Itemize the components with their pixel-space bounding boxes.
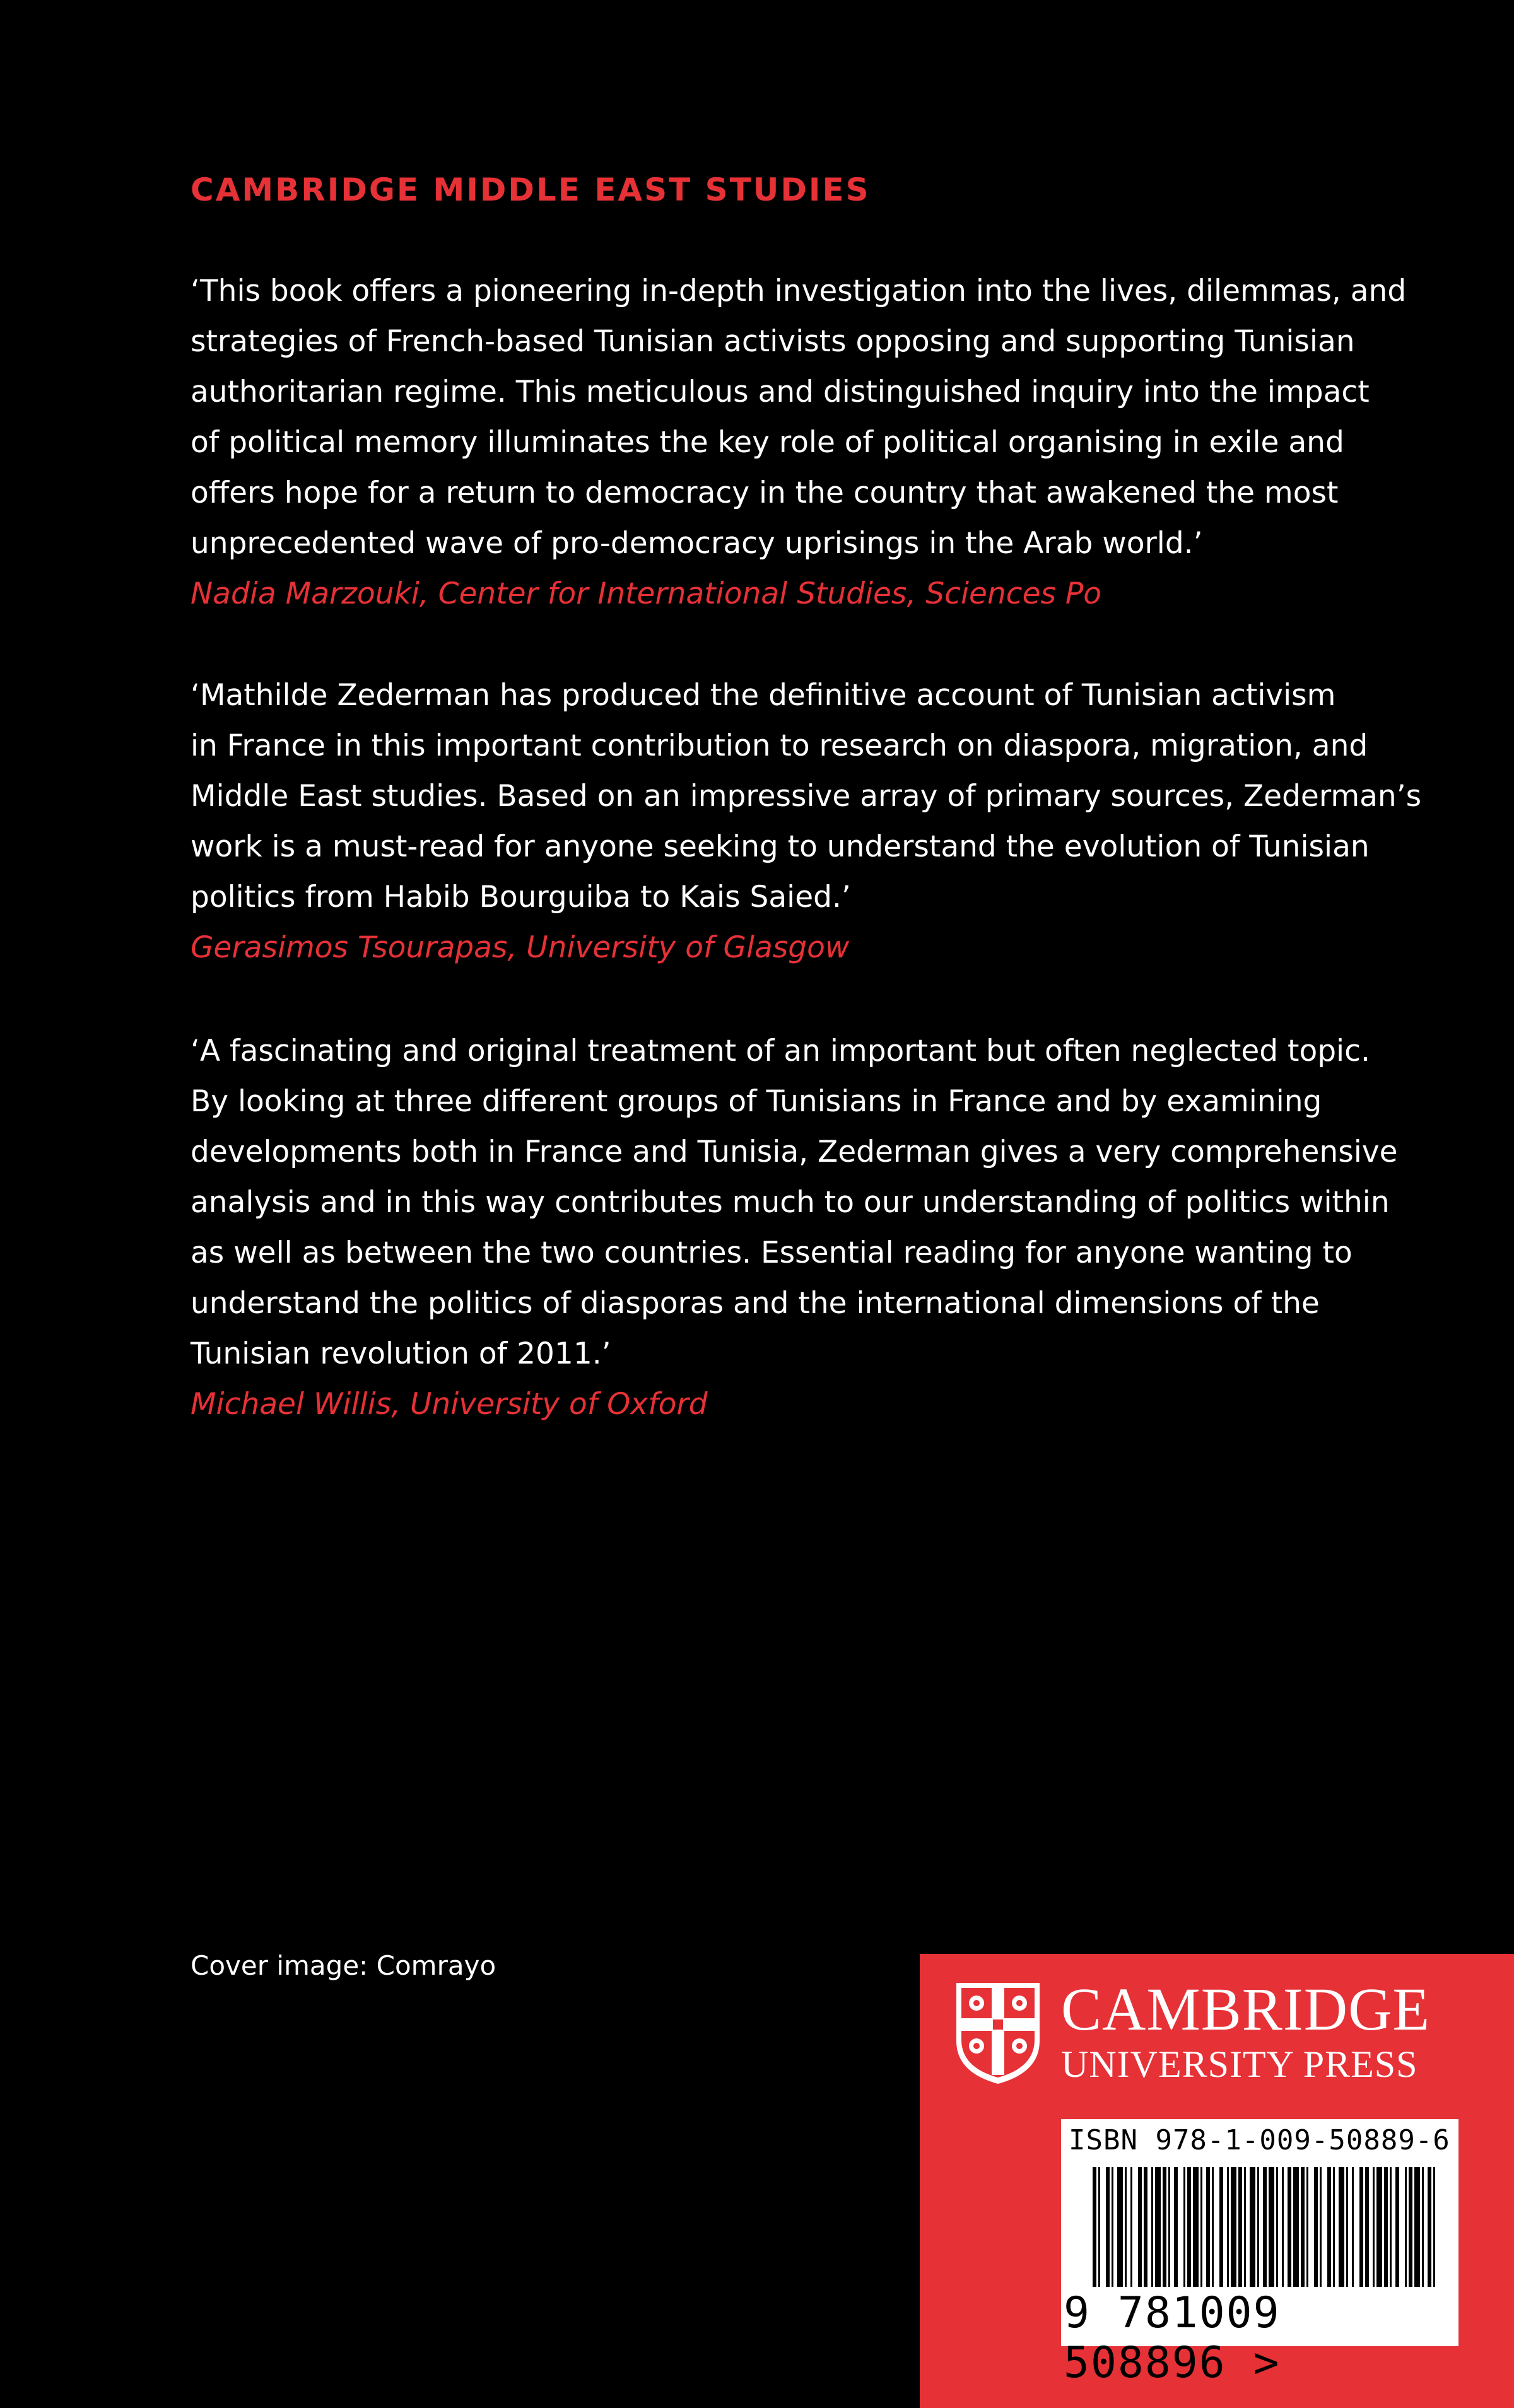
barcode-bar <box>1138 2167 1142 2287</box>
barcode-bar <box>1384 2167 1388 2287</box>
barcode-bar <box>1376 2167 1382 2287</box>
barcode-bar <box>1365 2167 1369 2287</box>
publisher-name <box>1061 1975 1431 2085</box>
barcode-bar <box>1269 2167 1274 2287</box>
barcode-bar <box>1117 2167 1123 2287</box>
barcode-bar <box>1282 2167 1284 2287</box>
endorsement-quote: ‘A fascinating and original treatment of an important but often neglected topic. By looking at three different groups of Tunisians in France and by examining developments both in France and Tunisia, Zederman gives a very comprehensive analysis and in this way contributes much to our understanding of politics within as well as between the two countries. Essential reading for anyone wanting to understand the politics of diasporas and the international dimensions of the Tunisian revolution of 2011.’ <box>191 1034 1398 1371</box>
barcode-bar <box>1333 2167 1335 2287</box>
barcode-digits: 9 781009 508896 > <box>1064 2288 1281 2388</box>
cambridge-crest-icon <box>954 1980 1042 2086</box>
series-title: CAMBRIDGE MIDDLE EAST STUDIES <box>191 172 871 208</box>
barcode-bar <box>1200 2167 1202 2287</box>
barcode-bar <box>1098 2167 1100 2287</box>
barcode-bar <box>1346 2167 1348 2287</box>
barcode-bar <box>1193 2167 1199 2287</box>
barcode-bar <box>1238 2167 1242 2287</box>
barcode-bar <box>1174 2167 1178 2287</box>
publisher-name-line1: CAMBRIDGE <box>1061 1975 1431 2043</box>
barcode-bar <box>1293 2167 1299 2287</box>
barcode-bar <box>1288 2167 1291 2287</box>
barcode-bar <box>1359 2167 1363 2287</box>
endorsement-1 <box>191 266 1465 619</box>
endorsement-quote: ‘This book offers a pioneering in-depth investigation into the lives, dilemmas, and strategies of French-based Tunisian activists opposing and supporting Tunisian authoritarian regime. This meticulous and distinguished inquiry into the impact of political memory illuminates the key role of political organising in exile and offers hope for a return to democracy in the country that awakened the most unprecedented wave of pro-democracy uprisings in the Arab world.’ <box>191 274 1407 561</box>
endorsement-2 <box>191 670 1465 973</box>
barcode-bar <box>1183 2167 1185 2287</box>
cover-image-credit: Cover image: Comrayo <box>191 1950 496 1981</box>
barcode-bar <box>1301 2167 1305 2287</box>
endorsement-attribution: Gerasimos Tsourapas, University of Glasgow <box>191 930 850 965</box>
barcode-bar <box>1250 2167 1255 2287</box>
barcode-bar <box>1422 2167 1424 2287</box>
barcode-bar <box>1276 2167 1278 2287</box>
barcode-bar <box>1306 2167 1308 2287</box>
barcode-bar <box>1227 2167 1229 2287</box>
barcode-bar <box>1390 2167 1392 2287</box>
barcode-bar <box>1339 2167 1344 2287</box>
endorsement-attribution: Nadia Marzouki, Center for International Studies, Sciences Po <box>191 576 1102 611</box>
barcode-bar <box>1395 2167 1399 2287</box>
barcode-bar <box>1106 2167 1110 2287</box>
endorsement-quote: ‘Mathilde Zederman has produced the definitive account of Tunisian activism in France in this important contribution to research on diaspora, migration, and Middle East studies. Based on an impressive array of primary sources, Zederman’s work is a must-read for anyone seeking to understand the evolution of Tunisian politics from Habib Bourguiba to Kais Saied.’ <box>191 678 1422 915</box>
barcode-bar <box>1125 2167 1127 2287</box>
barcode-bar <box>1163 2167 1166 2287</box>
barcode-bar <box>1314 2167 1318 2287</box>
barcode-bar <box>1320 2167 1322 2287</box>
barcode-bar <box>1373 2167 1375 2287</box>
publisher-name-line2: UNIVERSITY PRESS <box>1061 2043 1418 2085</box>
barcode-bar <box>1130 2167 1132 2287</box>
publisher-panel <box>920 1954 1514 2408</box>
barcode-bar <box>1151 2167 1153 2287</box>
isbn-label: ISBN 978-1-009-50889-6 <box>1069 2124 1450 2156</box>
isbn-barcode <box>1061 2119 1458 2388</box>
barcode-bar <box>1414 2167 1420 2287</box>
barcode-bar <box>1144 2167 1147 2287</box>
barcode-bar <box>1212 2167 1214 2287</box>
barcode-bar <box>1428 2167 1431 2287</box>
barcode-bar <box>1187 2167 1191 2287</box>
endorsement-3 <box>191 1026 1465 1430</box>
barcode-bar <box>1093 2167 1096 2287</box>
barcode-bar <box>1112 2167 1113 2287</box>
barcode-bar <box>1263 2167 1267 2287</box>
barcode-bar <box>1327 2167 1331 2287</box>
barcode-bar <box>1409 2167 1412 2287</box>
barcode-bar <box>1168 2167 1170 2287</box>
barcode-bar <box>1231 2167 1236 2287</box>
barcode-bar <box>1155 2167 1161 2287</box>
barcode-bar <box>1405 2167 1407 2287</box>
barcode-bar <box>1352 2167 1354 2287</box>
barcode-bar <box>1206 2167 1210 2287</box>
barcode-bar <box>1244 2167 1246 2287</box>
barcode-bar <box>1433 2167 1435 2287</box>
endorsement-attribution: Michael Willis, University of Oxford <box>191 1387 708 1422</box>
barcode-bar <box>1219 2167 1223 2287</box>
barcode-bar <box>1257 2167 1259 2287</box>
